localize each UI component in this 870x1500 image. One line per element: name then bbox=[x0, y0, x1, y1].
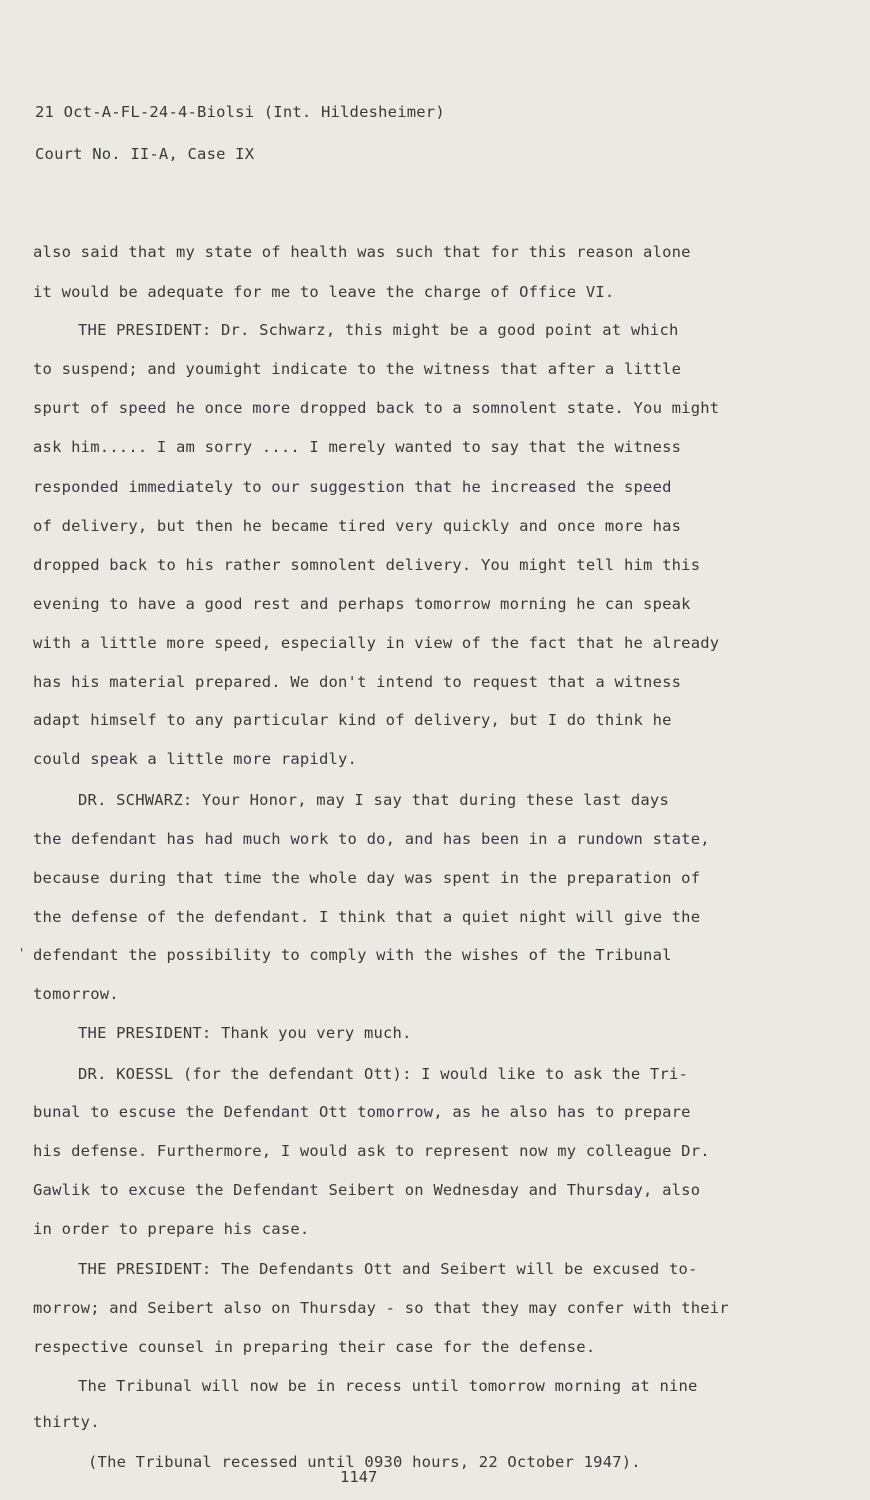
text-line: with a little more speed, especially in view of the fact that he already bbox=[33, 634, 720, 652]
text-line: morrow; and Seibert also on Thursday - so that they may confer with their bbox=[33, 1299, 729, 1317]
text-line: DR. KOESSL (for the defendant Ott): I would like to ask the Tri- bbox=[78, 1065, 689, 1083]
text-line: spurt of speed he once more dropped back to a somnolent state. You might bbox=[33, 399, 720, 417]
text-line: in order to prepare his case. bbox=[33, 1220, 310, 1238]
text-line: DR. SCHWARZ: Your Honor, may I say that during these last days bbox=[78, 791, 669, 809]
text-line: respective counsel in preparing their case for the defense. bbox=[33, 1338, 596, 1356]
text-line: adapt himself to any particular kind of delivery, but I do think he bbox=[33, 711, 672, 729]
text-line: dropped back to his rather somnolent delivery. You might tell him this bbox=[33, 556, 701, 574]
header-line-1: 21 Oct-A-FL-24-4-Biolsi (Int. Hildesheimer) bbox=[35, 103, 445, 121]
margin-mark: ' bbox=[18, 946, 26, 960]
text-line: thirty. bbox=[33, 1413, 100, 1431]
text-line: defendant the possibility to comply with the wishes of the Tribunal bbox=[33, 946, 672, 964]
text-line: also said that my state of health was such that for this reason alone bbox=[33, 243, 691, 261]
text-line: bunal to escuse the Defendant Ott tomorrow, as he also has to prepare bbox=[33, 1103, 691, 1121]
text-line: could speak a little more rapidly. bbox=[33, 750, 358, 768]
text-line: of delivery, but then he became tired very quickly and once more has bbox=[33, 517, 682, 535]
text-line: ask him..... I am sorry .... I merely wanted to say that the witness bbox=[33, 438, 682, 456]
text-line: the defendant has had much work to do, and has been in a rundown state, bbox=[33, 830, 710, 848]
header-line-2: Court No. II-A, Case IX bbox=[35, 145, 255, 163]
text-line: his defense. Furthermore, I would ask to represent now my colleague Dr. bbox=[33, 1142, 710, 1160]
text-line: evening to have a good rest and perhaps tomorrow morning he can speak bbox=[33, 595, 691, 613]
text-line: tomorrow. bbox=[33, 985, 119, 1003]
text-line: The Tribunal will now be in recess until tomorrow morning at nine bbox=[78, 1377, 698, 1395]
page-number: 1147 bbox=[340, 1468, 378, 1486]
text-line: the defense of the defendant. I think that a quiet night will give the bbox=[33, 908, 701, 926]
text-line: to suspend; and youmight indicate to the witness that after a little bbox=[33, 360, 682, 378]
text-line: THE PRESIDENT: Dr. Schwarz, this might be a good point at which bbox=[78, 321, 679, 339]
text-line: THE PRESIDENT: Thank you very much. bbox=[78, 1024, 412, 1042]
text-line: has his material prepared. We don't intend to request that a witness bbox=[33, 673, 682, 691]
text-line: (The Tribunal recessed until 0930 hours, 22 October 1947). bbox=[88, 1453, 641, 1471]
text-line: responded immediately to our suggestion that he increased the speed bbox=[33, 478, 672, 496]
text-line: because during that time the whole day was spent in the preparation of bbox=[33, 869, 701, 887]
text-line: Gawlik to excuse the Defendant Seibert on Wednesday and Thursday, also bbox=[33, 1181, 701, 1199]
text-line: THE PRESIDENT: The Defendants Ott and Seibert will be excused to- bbox=[78, 1260, 698, 1278]
text-line: it would be adequate for me to leave the charge of Office VI. bbox=[33, 283, 615, 301]
